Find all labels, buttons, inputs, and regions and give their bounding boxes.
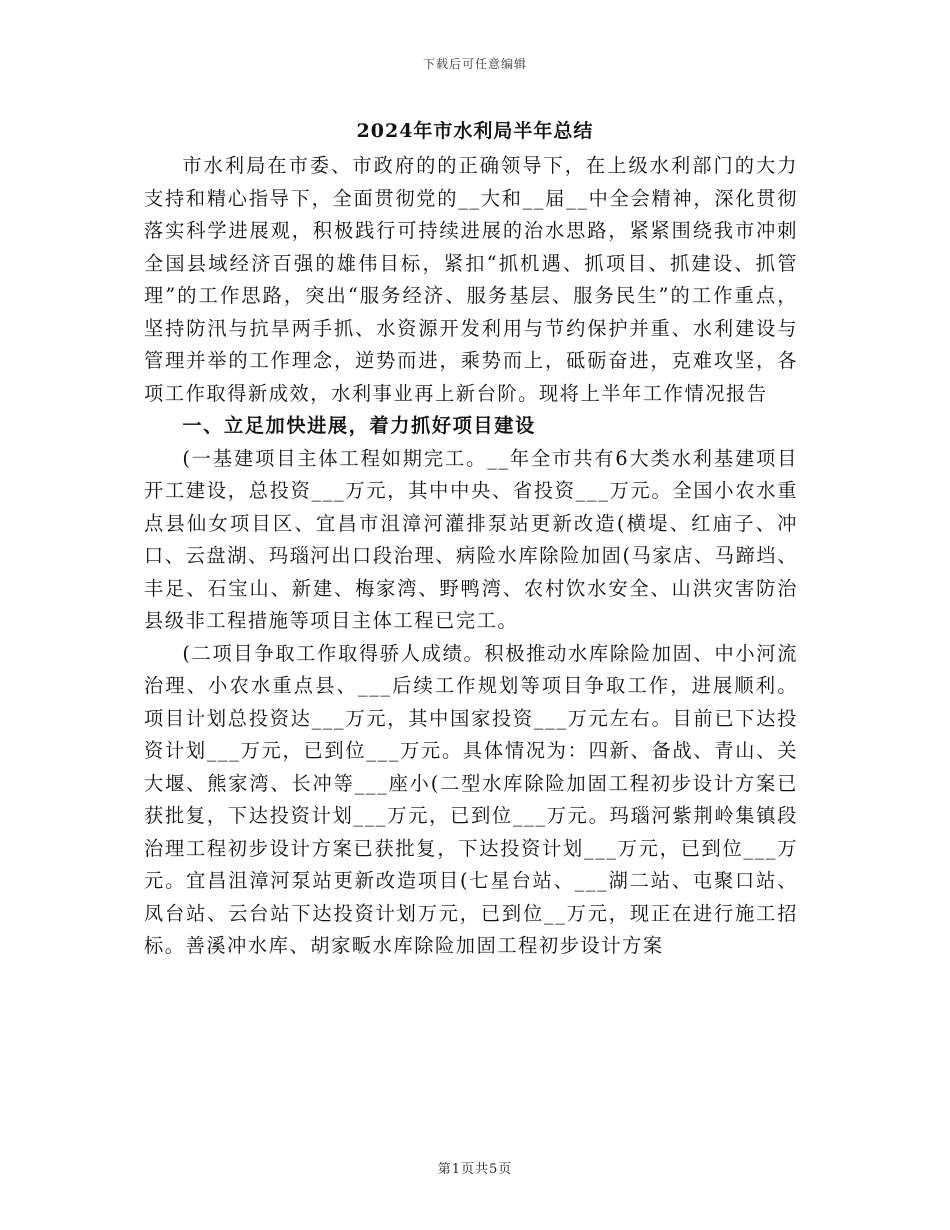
page-header: 下载后可任意编辑	[422, 57, 527, 71]
document-title: 2024年市水利局半年总结	[356, 120, 594, 142]
intro-paragraph: 市水利局在市委、市政府的的正确领导下，在上级水利部门的大力支持和精心指导下，全面贯彻党的__大和__届__中全会精神，深化贯彻落实科学进展观，积极践行可持续进展的治水思路，紧紧围绕我市冲刺全国县域经济百强的雄伟目标，紧扣“抓机遇、抓项目、抓建设、抓管理”的工作思路，突出“服务经济、服务基层、服务民生”的工作重点，坚持防汛与抗旱两手抓、水资源开发利用与节约保护并重、水利建设与管理并举的工作理念，逆势而进，乘势而上，砥砺奋进，克难攻坚，各项工作取得新成效，水利事业再上新台阶。现将上半年工作情况报告	[144, 154, 798, 405]
section-paragraph-1: (一基建项目主体工程如期完工。__年全市共有6大类水利基建项目开工建设，总投资___万元，其中中央、省投资___万元。全国小农水重点县仙女项目区、宜昌市沮漳河灌排泵站更新改造(横堤、红庙子、冲口、云盘湖、玛瑙河出口段治理、病险水库除险加固(马家店、马蹄垱、丰足、石宝山、新建、梅家湾、野鸭湾、农村饮水安全、山洪灾害防治县级非工程措施等项目主体工程已完工。	[144, 446, 798, 632]
page-footer: 第1页共5页	[437, 1162, 513, 1177]
section-paragraph-2: (二项目争取工作取得骄人成绩。积极推动水库除险加固、中小河流治理、小农水重点县、___后续工作规划等项目争取工作，进展顺利。项目计划总投资达___万元，其中国家投资___万元左右。目前已下达投资计划___万元，已到位___万元。具体情况为：四新、备战、青山、关大堰、熊家湾、长冲等___座小(二型水库除险加固工程初步设计方案已获批复，下达投资计划___万元，已到位___万元。玛瑙河紫荆岭集镇段治理工程初步设计方案已获批复，下达投资计划___万元，已到位___万元。宜昌沮漳河泵站更新改造项目(七星台站、___湖二站、屯聚口站、凤台站、云台站下达投资计划万元，已到位__万元，现正在进行施工招标。善溪冲水库、胡家畈水库除险加固工程初步设计方案	[144, 641, 798, 957]
document-body	[144, 150, 798, 963]
section-heading: 一、立足加快进展，着力抓好项目建设	[182, 414, 536, 437]
